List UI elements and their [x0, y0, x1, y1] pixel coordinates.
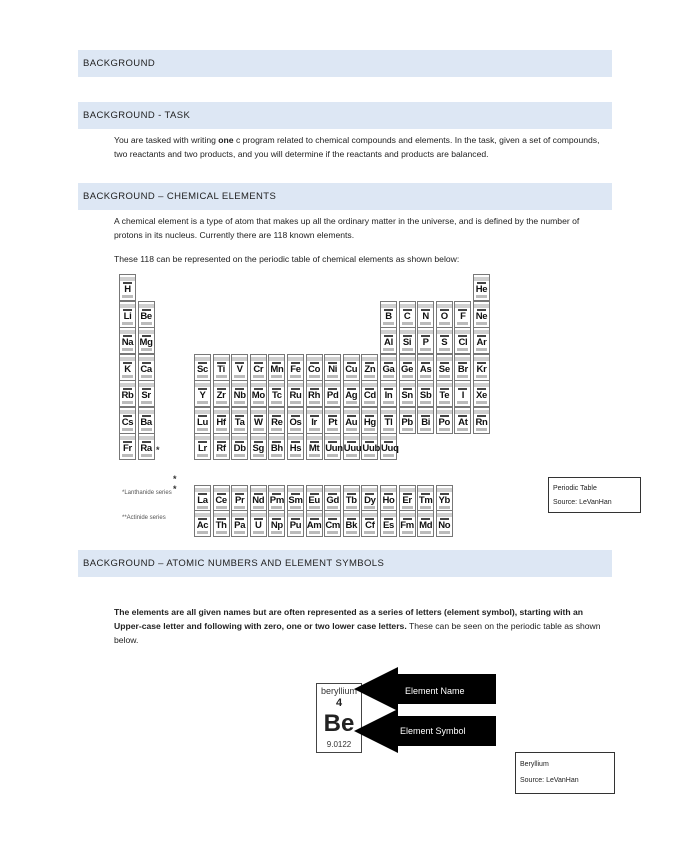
element-cell-i	[454, 380, 471, 407]
element-symbol-text: Bk	[345, 520, 358, 531]
element-symbol-text: Pu	[289, 520, 302, 531]
element-symbol-text: Uuu	[343, 443, 362, 454]
element-symbol-text: Dy	[364, 495, 376, 506]
element-cell-cu	[343, 354, 360, 381]
element-cell-cl	[454, 327, 471, 354]
element-symbol-text: Zr	[216, 390, 226, 401]
element-symbol-text: No	[438, 520, 451, 531]
caption-source: Source: LeVanHan	[553, 499, 612, 506]
element-symbol-text: Tm	[418, 495, 433, 506]
element-cell-gd	[324, 485, 341, 512]
element-cell-as	[417, 354, 434, 381]
element-cell-s	[436, 327, 453, 354]
element-cell-xe	[473, 380, 490, 407]
element-symbol-text: Sc	[196, 363, 209, 375]
element-cell-ca	[138, 354, 155, 381]
element-cell-np	[268, 510, 285, 537]
element-symbol-text: Cf	[365, 520, 375, 531]
element-symbol-text: Db	[233, 443, 246, 454]
element-cell-n	[417, 301, 434, 328]
element-symbol-text: Pt	[328, 416, 338, 428]
element-cell-tb	[343, 485, 360, 512]
element-cell-mt	[306, 433, 323, 460]
element-cell-ta	[231, 407, 248, 434]
element-symbol-text: Pr	[234, 495, 245, 506]
element-symbol-text: Br	[457, 363, 468, 375]
element-symbol-text: Mn	[270, 363, 284, 375]
element-cell-kr	[473, 354, 490, 381]
element-symbol-text: As	[419, 363, 432, 375]
element-symbol-text: At	[458, 416, 468, 428]
element-symbol-text: Fe	[290, 363, 301, 375]
element-symbol-text: Cd	[363, 390, 376, 401]
task-text-bold: one	[218, 135, 234, 145]
element-cell-no	[436, 510, 453, 537]
element-symbol-text: Rf	[216, 443, 226, 454]
element-symbol-text: Sb	[419, 390, 432, 401]
element-symbol-text: Ge	[401, 363, 414, 375]
element-cell-k	[119, 354, 136, 381]
element-cell-bk	[343, 510, 360, 537]
element-symbol-text: Hf	[216, 416, 226, 428]
element-symbol-text: Zn	[364, 363, 376, 375]
element-cell-pb	[399, 407, 416, 434]
element-symbol-text: Sn	[401, 390, 413, 401]
element-symbol-text: Cm	[325, 520, 341, 531]
element-symbol-text: Cr	[253, 363, 264, 375]
element-cell-br	[454, 354, 471, 381]
element-cell-he	[473, 274, 490, 301]
element-cell-dy	[361, 485, 378, 512]
element-symbol-text: Po	[438, 416, 451, 428]
element-symbol-text: S	[441, 337, 448, 348]
element-symbol-text: U	[255, 520, 262, 531]
element-cell-zr	[213, 380, 230, 407]
element-cell-ga	[380, 354, 397, 381]
element-symbol-text: Sr	[141, 390, 151, 401]
element-symbol-text: Hg	[363, 416, 376, 428]
caption2-title: Beryllium	[520, 761, 549, 768]
element-cell-pr	[231, 485, 248, 512]
element-symbol-text: Np	[270, 520, 283, 531]
element-cell-uuq	[380, 433, 397, 460]
actinide-marker: * *	[173, 474, 177, 494]
element-symbol-text: Sm	[288, 495, 303, 506]
element-symbol-text: W	[253, 416, 263, 428]
element-symbol-text: Md	[419, 520, 433, 531]
element-cell-mn	[268, 354, 285, 381]
element-symbol-text: Co	[308, 363, 321, 375]
element-cell-os	[287, 407, 304, 434]
element-symbol-text: Y	[199, 390, 206, 401]
element-mass: 9.0122	[326, 740, 352, 749]
element-symbol-text: Be	[140, 310, 152, 322]
element-cell-cd	[361, 380, 378, 407]
element-symbol-text: Pb	[401, 416, 413, 428]
element-symbol-text: Ne	[475, 310, 488, 322]
element-cell-tl	[380, 407, 397, 434]
element-cell-mg	[138, 327, 155, 354]
element-cell-ge	[399, 354, 416, 381]
element-symbol-text: Al	[384, 337, 393, 348]
element-symbol-text: Uun	[325, 443, 343, 454]
element-cell-c	[399, 301, 416, 328]
element-symbol-text: P	[422, 337, 429, 348]
task-text-pre: You are tasked with writing	[114, 135, 219, 145]
element-cell-ne	[473, 301, 490, 328]
section-header-atomic-numbers: BACKGROUND – ATOMIC NUMBERS AND ELEMENT SYMBOLS	[78, 550, 612, 577]
element-symbol-text: Gd	[326, 495, 339, 506]
element-cell-rf	[213, 433, 230, 460]
element-symbol-label: Element Symbol	[400, 726, 466, 736]
chem-paragraph-2: These 118 can be represented on the periodic table of chemical elements as shown below:	[114, 254, 460, 264]
element-cell-tm	[417, 485, 434, 512]
element-symbol-text: Fm	[400, 520, 414, 531]
element-cell-cm	[324, 510, 341, 537]
element-symbol-text: Cl	[458, 337, 468, 348]
element-cell-at	[454, 407, 471, 434]
element-cell-sr	[138, 380, 155, 407]
element-cell-b	[380, 301, 397, 328]
element-symbol-text: I	[461, 390, 465, 401]
element-symbol-text: Es	[382, 520, 395, 531]
task-paragraph	[114, 133, 606, 161]
element-symbol-text: Mg	[139, 337, 153, 348]
element-symbol-text: Ac	[196, 520, 209, 531]
element-symbol-text: O	[440, 310, 448, 322]
element-symbol-text: Ce	[215, 495, 227, 506]
element-symbol-text: Cu	[345, 363, 358, 375]
element-cell-ba	[138, 407, 155, 434]
element-symbol-text: Er	[402, 495, 412, 506]
element-symbol-text: Pm	[269, 495, 284, 506]
element-cell-li	[119, 301, 136, 328]
element-symbol-text: Ar	[476, 337, 487, 348]
element-symbol-text: Os	[289, 416, 302, 428]
element-cell-h	[119, 274, 136, 301]
element-symbol-text: Uuq	[381, 443, 399, 454]
element-cell-md	[417, 510, 434, 537]
element-cell-db	[231, 433, 248, 460]
element-cell-ce	[213, 485, 230, 512]
element-cell-mo	[250, 380, 267, 407]
element-symbol-text: K	[124, 363, 131, 375]
element-cell-tc	[268, 380, 285, 407]
task-text-post: c program related to chemical compounds and elements. In the task, given a set of compounds, two reactants and two products, and you will determine if the reactants and products are balanced.	[114, 135, 600, 159]
element-cell-lr	[194, 433, 211, 460]
element-cell-ho	[380, 485, 397, 512]
element-symbol-text: Uub	[362, 443, 380, 454]
element-symbol-text: Ra	[140, 443, 152, 454]
caption-title: Periodic Table	[553, 485, 597, 492]
element-symbol-text: La	[197, 495, 208, 506]
element-cell-y	[194, 380, 211, 407]
element-symbol-text: Si	[402, 337, 412, 348]
element-cell-u	[250, 510, 267, 537]
element-cell-ag	[343, 380, 360, 407]
element-symbol-text: V	[236, 363, 243, 375]
element-symbol-text: Cs	[121, 416, 134, 428]
element-cell-la	[194, 485, 211, 512]
element-cell-ir	[306, 407, 323, 434]
element-cell-sm	[287, 485, 304, 512]
atomic-paragraph	[114, 605, 602, 647]
element-symbol-text: Hs	[289, 443, 302, 454]
element-cell-o	[436, 301, 453, 328]
element-symbol-text: Nd	[252, 495, 265, 506]
element-cell-pa	[231, 510, 248, 537]
element-symbol-text: Li	[123, 310, 132, 322]
element-symbol: Be	[323, 710, 355, 737]
element-symbol-text: Rb	[121, 390, 134, 401]
element-cell-na	[119, 327, 136, 354]
atomic-text-bold: The elements are all given names but are often represented as a series of letters (element symbol), starting with an Upper-case letter and following with zero, one or two lower case letters.	[114, 607, 583, 631]
element-symbol-text: Kr	[476, 363, 487, 375]
element-symbol-text: Tc	[271, 390, 282, 401]
element-symbol-text: Rh	[308, 390, 321, 401]
element-symbol-text: Ti	[217, 363, 225, 375]
element-cell-se	[436, 354, 453, 381]
element-symbol-text: Ta	[234, 416, 245, 428]
element-symbol-text: Ca	[140, 363, 152, 375]
element-cell-pt	[324, 407, 341, 434]
element-symbol-text: Mo	[251, 390, 265, 401]
element-cell-cs	[119, 407, 136, 434]
element-cell-sb	[417, 380, 434, 407]
element-cell-pm	[268, 485, 285, 512]
element-cell-hs	[287, 433, 304, 460]
element-cell-in	[380, 380, 397, 407]
element-symbol-text: Yb	[438, 495, 451, 506]
actinide-series-label: **Actinide series	[122, 515, 166, 521]
element-cell-er	[399, 485, 416, 512]
element-cell-cr	[250, 354, 267, 381]
beryllium-caption	[515, 752, 615, 794]
element-cell-th	[213, 510, 230, 537]
element-symbol-text: Re	[271, 416, 283, 428]
element-number: 4	[335, 697, 343, 709]
element-symbol-text: Xe	[475, 390, 488, 401]
element-cell-uuu	[343, 433, 360, 460]
element-symbol-text: Ni	[328, 363, 338, 375]
element-cell-al	[380, 327, 397, 354]
element-symbol-text: Pd	[326, 390, 339, 401]
element-symbol-text: Eu	[308, 495, 320, 506]
element-cell-bh	[268, 433, 285, 460]
element-cell-f	[454, 301, 471, 328]
element-name-label: Element Name	[405, 686, 465, 696]
element-symbol-text: Ru	[289, 390, 302, 401]
element-cell-yb	[436, 485, 453, 512]
element-cell-w	[250, 407, 267, 434]
element-symbol-text: Se	[438, 363, 450, 375]
element-cell-am	[306, 510, 323, 537]
element-cell-zn	[361, 354, 378, 381]
element-symbol-text: Ho	[382, 495, 395, 506]
element-symbol-text: Am	[306, 520, 322, 531]
element-cell-rh	[306, 380, 323, 407]
element-symbol-text: B	[385, 310, 392, 322]
element-symbol-text: Ga	[382, 363, 395, 375]
element-symbol-text: Fr	[123, 443, 132, 454]
element-symbol-text: Mt	[308, 443, 320, 454]
element-symbol-text: Nb	[233, 390, 246, 401]
element-cell-lu	[194, 407, 211, 434]
element-symbol-text: Au	[345, 416, 358, 428]
element-cell-ni	[324, 354, 341, 381]
element-cell-ru	[287, 380, 304, 407]
element-cell-po	[436, 407, 453, 434]
element-cell-ar	[473, 327, 490, 354]
element-symbol-text: Pa	[234, 520, 246, 531]
element-cell-ac	[194, 510, 211, 537]
element-cell-uub	[361, 433, 378, 460]
element-cell-p	[417, 327, 434, 354]
element-symbol-text: Ag	[345, 390, 358, 401]
element-symbol-text: Ir	[311, 416, 317, 428]
element-cell-co	[306, 354, 323, 381]
element-cell-re	[268, 407, 285, 434]
periodic-table-caption	[548, 477, 641, 513]
element-cell-ra	[138, 433, 155, 460]
lanthanide-series-label: *Lanthanide series	[122, 490, 172, 496]
element-name: beryllium	[320, 686, 357, 696]
element-cell-rb	[119, 380, 136, 407]
element-cell-pu	[287, 510, 304, 537]
element-symbol-text: Sg	[252, 443, 265, 454]
section-header-background: BACKGROUND	[78, 50, 612, 77]
element-cell-sc	[194, 354, 211, 381]
element-cell-si	[399, 327, 416, 354]
element-symbol-text: He	[475, 284, 488, 295]
element-symbol-text: Na	[121, 337, 134, 348]
element-symbol-text: Bh	[270, 443, 283, 454]
element-cell-hf	[213, 407, 230, 434]
element-cell-nb	[231, 380, 248, 407]
element-cell-eu	[306, 485, 323, 512]
element-symbol-text: In	[384, 390, 393, 401]
element-symbol-text: Rn	[475, 416, 488, 428]
element-symbol-text: N	[422, 310, 429, 322]
element-cell-fr	[119, 433, 136, 460]
element-cell-te	[436, 380, 453, 407]
element-cell-uun	[324, 433, 341, 460]
element-symbol-text: Lr	[198, 443, 207, 454]
element-cell-fm	[399, 510, 416, 537]
element-symbol-text: H	[124, 284, 131, 295]
element-cell-hg	[361, 407, 378, 434]
element-cell-sn	[399, 380, 416, 407]
section-header-task: BACKGROUND - TASK	[78, 102, 612, 129]
chem-paragraph-1: A chemical element is a type of atom that makes up all the ordinary matter in the universe, and is defined by the number of protons in its nucleus. Currently there are 118 known elements.	[114, 216, 580, 240]
lanthanide-marker: *	[156, 445, 160, 455]
element-cell-fe	[287, 354, 304, 381]
element-cell-pd	[324, 380, 341, 407]
element-cell-cf	[361, 510, 378, 537]
element-cell-au	[343, 407, 360, 434]
element-symbol-text: Te	[439, 390, 450, 401]
element-symbol-text: Bi	[421, 416, 431, 428]
element-symbol-text: Lu	[196, 416, 208, 428]
element-cell-be	[138, 301, 155, 328]
element-cell-bi	[417, 407, 434, 434]
section-header-chemical-elements: BACKGROUND – CHEMICAL ELEMENTS	[78, 183, 612, 210]
element-cell-nd	[250, 485, 267, 512]
element-cell-v	[231, 354, 248, 381]
element-cell-ti	[213, 354, 230, 381]
element-symbol-text: Th	[215, 520, 227, 531]
element-symbol-text: F	[460, 310, 466, 322]
element-symbol-text: Ba	[140, 416, 152, 428]
element-symbol-text: C	[403, 310, 411, 322]
element-cell-es	[380, 510, 397, 537]
element-symbol-text: Tl	[384, 416, 393, 428]
element-cell-rn	[473, 407, 490, 434]
element-symbol-text: Tb	[345, 495, 357, 506]
element-cell-sg	[250, 433, 267, 460]
atomic-text-post: These can be seen on the periodic table as shown below.	[114, 621, 601, 645]
caption2-source: Source: LeVanHan	[520, 777, 579, 784]
